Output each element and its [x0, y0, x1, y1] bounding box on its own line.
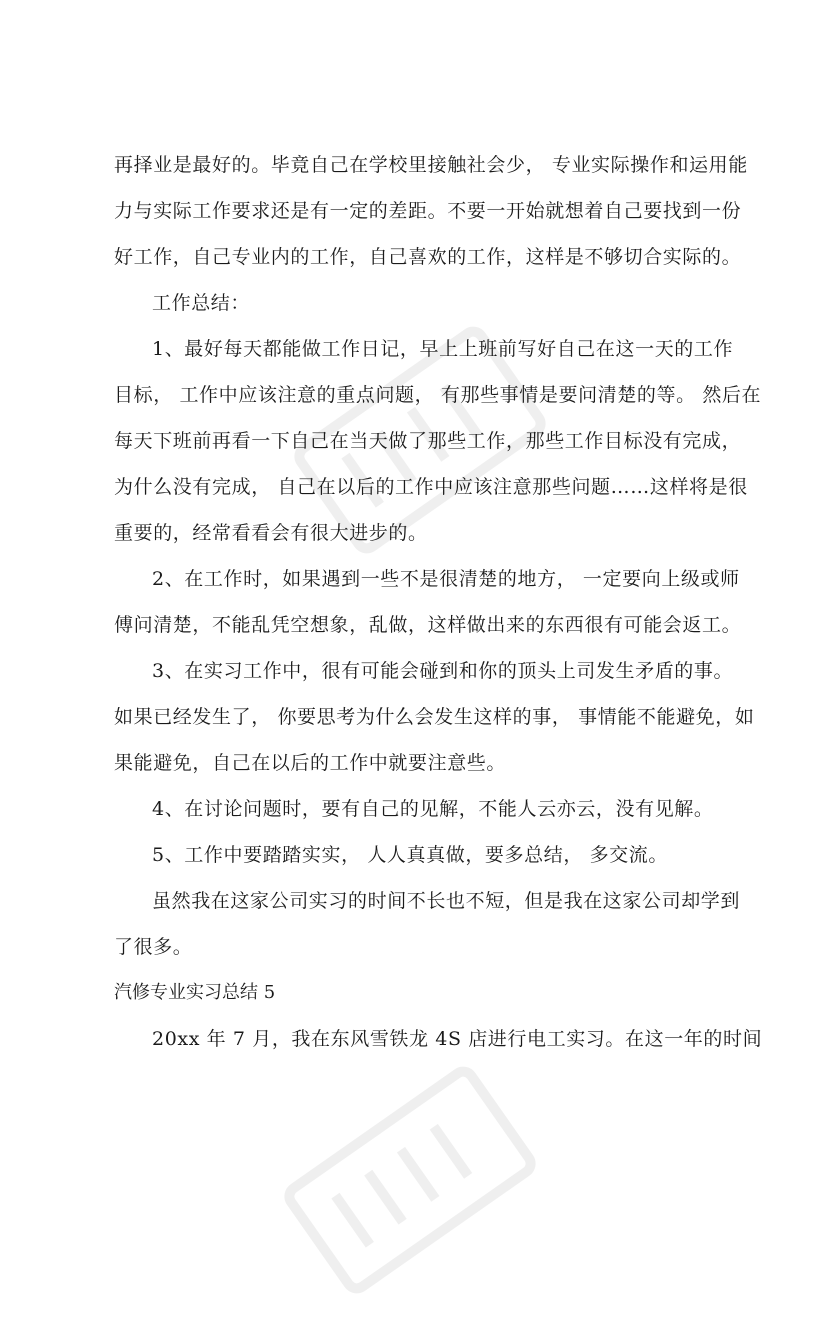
text-line: 每天下班前再看一下自己在当天做了那些工作，那些工作目标没有完成，: [114, 430, 742, 452]
text-line: 重要的，经常看看会有很大进步的。: [114, 522, 428, 544]
text-line: 3、在实习工作中，很有可能会碰到和你的顶头上司发生矛盾的事。: [152, 660, 734, 682]
text-line: 为什么没有完成， 自己在以后的工作中应该注意那些问题……这样将是很: [114, 476, 748, 498]
section-heading: 汽修专业实习总结 5: [114, 982, 276, 1003]
text-line: 力与实际工作要求还是有一定的差距。不要一开始就想着自己要找到一份: [114, 200, 742, 222]
text-line: 2、在工作时，如果遇到一些不是很清楚的地方， 一定要向上级或师: [152, 568, 740, 590]
text-line: 如果已经发生了， 你要思考为什么会发生这样的事， 事情能不能避免，如: [114, 706, 755, 728]
watermark-icon: [260, 1030, 560, 1330]
text-line: 目标， 工作中应该注意的重点问题， 有那些事情是要问清楚的等。 然后在: [114, 384, 762, 406]
text-line: 了很多。: [114, 936, 193, 958]
text-line: 工作总结：: [152, 292, 251, 314]
text-line: 再择业是最好的。毕竟自己在学校里接触社会少， 专业实际操作和运用能: [114, 154, 748, 176]
text-line: 好工作，自己专业内的工作，自己喜欢的工作，这样是不够切合实际的。: [114, 246, 742, 268]
text-line: 1、最好每天都能做工作日记，早上上班前写好自己在这一天的工作: [152, 338, 734, 360]
text-line: 果能避免，自己在以后的工作中就要注意些。: [114, 752, 507, 774]
text-line: 5、工作中要踏踏实实， 人人真真做，要多总结， 多交流。: [152, 844, 668, 866]
text-line: 虽然我在这家公司实习的时间不长也不短，但是我在这家公司却学到: [152, 890, 741, 912]
text-line: 20xx 年 7 月，我在东风雪铁龙 4S 店进行电工实习。在这一年的时间: [152, 1028, 763, 1050]
document-body: [114, 142, 763, 1062]
text-line: 4、在讨论问题时，要有自己的见解，不能人云亦云，没有见解。: [152, 798, 714, 820]
text-line: 傅问清楚，不能乱凭空想象，乱做，这样做出来的东西很有可能会返工。: [114, 614, 742, 636]
